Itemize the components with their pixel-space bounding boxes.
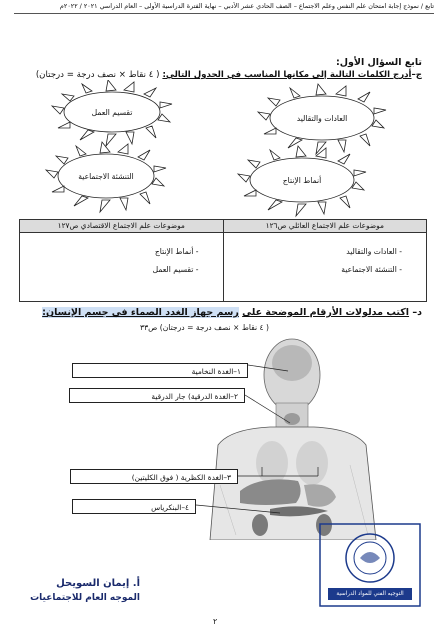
sun-label-1: تقسيم العمل: [91, 108, 133, 117]
table-item: - أنماط الإنتاج: [154, 247, 199, 256]
signature-block: [20, 578, 140, 603]
part-d-instruction: [42, 307, 422, 318]
sun-label-3: التنشئة الاجتماعية: [78, 172, 134, 181]
gland-label-2: ٢–الغدة الدرقية) جار الدرقية: [69, 388, 245, 403]
sun-shapes: [0, 80, 442, 220]
signature-name: أ. إيمان السويحل: [56, 578, 140, 589]
page-number: ٢: [213, 617, 218, 626]
gland-label-4: ٤–البنكرياس: [72, 499, 196, 514]
part-d-text: اكتب مدلولات الأرقام الموضحة على: [242, 307, 410, 318]
page-header: تابع / نموذج إجابة امتحان علم النفس وعلم الاجتماع – الصف الحادي عشر الأدبي – نهاية الفترة الدراسية الأولى – العام الدراسي ٢٠٢١ / ٢٠٢٢م: [14, 2, 434, 14]
gland-label-1: ١–الغدة النخامية: [72, 363, 248, 378]
table-item: - تقسيم العمل: [152, 265, 199, 274]
part-c-label: ج–: [411, 70, 422, 80]
classification-table: [19, 219, 427, 302]
stamp-text: التوجيه الفني للمواد الدراسية: [336, 591, 404, 597]
part-d-highlight: رسم جهاز الغدد الصماء في جسم الإنسان:: [42, 307, 239, 318]
table-item: - التنشئة الاجتماعية: [341, 265, 402, 274]
table-item: - العادات والتقاليد: [346, 247, 402, 256]
sun-label-4: أنماط الإنتاج: [282, 176, 322, 185]
sun-label-2: العادات والتقاليد: [296, 114, 348, 123]
signature-title: الموجه العام للاجتماعيات: [30, 593, 140, 603]
table-header-economic: موضوعات علم الاجتماع الاقتصادي ص١٢٧: [20, 220, 224, 233]
part-d-marks: ( ٤ نقاط × نصف درجة = درجتان) ص٣٣: [140, 323, 270, 332]
table-header-family: موضوعات علم الاجتماع العائلي ص١٢٦: [223, 220, 427, 233]
question-title: تابع السؤال الأول:: [335, 57, 422, 68]
table-cell-family: [223, 233, 427, 302]
table-cell-economic: [20, 233, 224, 302]
part-c-text: أدرج الكلمات التالية إلى مكانها المناسب في الجدول التالي:: [162, 70, 412, 80]
part-c-marks: ( ٤ نقاط × نصف درجة = درجتان): [35, 70, 160, 80]
part-d-label: د–: [412, 307, 422, 318]
part-c-instruction: [36, 70, 422, 80]
gland-label-3: ٣–الغدة الكظرية ( فوق الكليتين): [70, 469, 238, 484]
